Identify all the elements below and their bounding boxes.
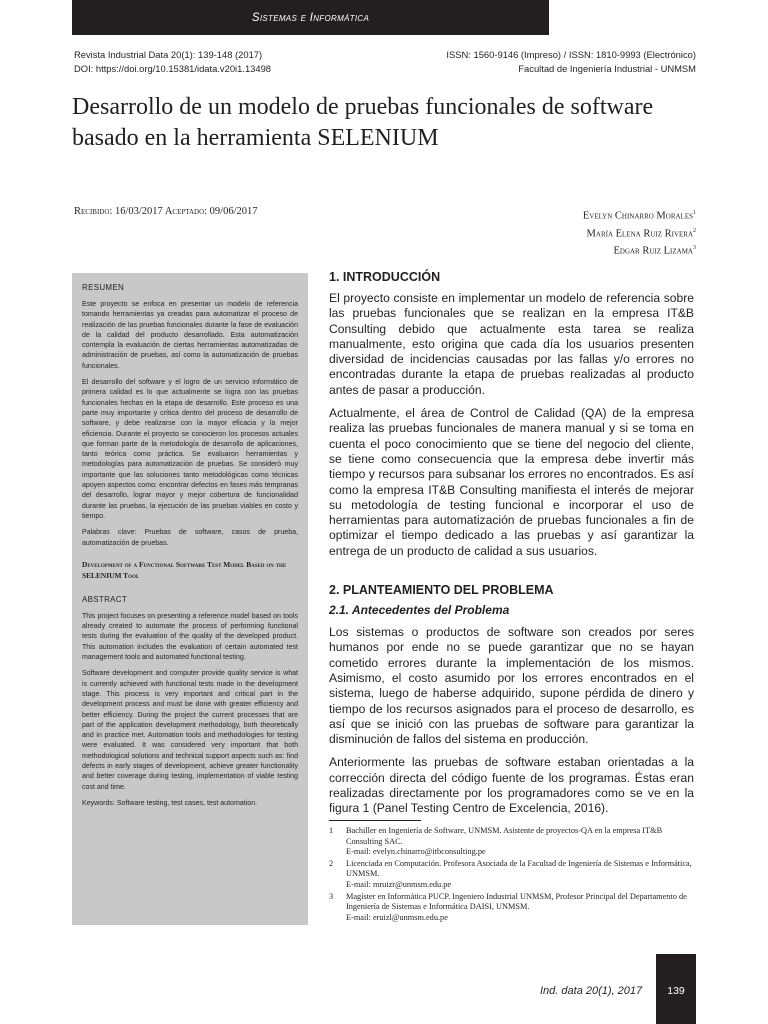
faculty-text: Facultad de Ingeniería Industrial - UNMSM	[518, 63, 696, 74]
footnote-body	[346, 892, 699, 924]
footnote-divider	[329, 820, 421, 821]
keywords-text: Software testing, test cases, test automation.	[116, 799, 258, 807]
footnotes	[329, 826, 699, 924]
accepted-date: 09/06/2017	[209, 206, 258, 217]
author-affiliation-mark: 1	[693, 210, 696, 216]
abstract-paragraph-1: This project focuses on presenting a reference model based on tools already created to automate the process of performing functional tests during the evaluation of the quality of the developed product. This automation includes the evaluation of certain automated test management tools and automated functional testing.	[82, 612, 298, 662]
page-number-tab	[656, 954, 696, 1024]
author-name: Evelyn Chinarro Morales	[582, 210, 693, 222]
keywords-text: Pruebas de software, casos de prueba, automatización de pruebas.	[82, 529, 298, 547]
footnote-number: 1	[329, 826, 334, 835]
footnote-number: 2	[329, 858, 334, 868]
issn-info	[446, 48, 696, 76]
received-label: Recibido:	[74, 206, 115, 217]
footnote-number: 3	[329, 891, 334, 901]
abstract-heading: ABSTRACT	[82, 594, 128, 604]
author-affiliation-mark: 3	[693, 245, 696, 251]
page-number: 139	[667, 985, 685, 997]
submission-dates	[74, 206, 258, 217]
section-label: Sistemas e Informática	[251, 11, 370, 24]
journal-reference: Revista Industrial Data 20(1): 139-148 (2017)	[74, 49, 263, 60]
abstract-box	[72, 273, 308, 925]
footnote-text: Magíster en Informática PUCP. Ingeniero Industrial UNMSM, Profesor Principal del Departamento de Ingeniería de Sistemas e Informática DAISI, UNMSM.	[346, 891, 687, 912]
footnote-body	[346, 859, 699, 891]
issn-text: ISSN: 1560-9146 (Impreso) / ISSN: 1810-9993 (Electrónico)	[446, 49, 696, 60]
section-1-paragraph-2: Actualmente, el área de Control de Calidad (QA) de la empresa realiza las pruebas funcionales de manera manual y si se toma en cuenta el poco conocimiento que se tiene del negocio del cliente, se tiene como consecuencia que la empresa debe invertir más tiempo y recursos para subsanar los errores no encontrados. Es así como la empresa IT&B Consulting manifiesta el interés de mejorar su metodología de testing funcional e incorporar el uso de herramientas para automatización de pruebas funcionales a fin de optimizar el tiempo dedicado a las pruebas y así garantizar la entrega de un producto de calidad a sus usuarios.	[329, 406, 694, 558]
author-name: Edgar Ruiz Lizama	[613, 245, 693, 257]
footnote	[329, 826, 699, 858]
footnote	[329, 859, 699, 891]
english-title: Development of a Functional Software Test Model Based on the SELENIUM Tool	[82, 559, 287, 580]
received-date: 16/03/2017	[114, 206, 163, 217]
abstract-paragraph-2: Software development and computer provide quality service is what is currently achieved with functional tests made in the development stage. This process is very important and critical part in the development process and must be done with greater efficiency and better efficiency. During the project the current processes that are part of the application development methodology, both theoretically and in practice met. Automation tools and methodologies for testing were evaluated. It was considered very important that both methodological solutions and technical support aspects such as: find defects in early stages of development, achieve greater functionality and better coverage during testing, implementation of viable testing cost and time.	[82, 670, 298, 791]
section-2-1-heading: 2.1. Antecedentes del Problema	[329, 603, 510, 618]
keywords-label: Keywords:	[82, 799, 117, 807]
doi-link[interactable]: DOI: https://doi.org/10.15381/idata.v20i1.13498	[74, 63, 272, 74]
section-1-heading: 1. INTRODUCCIÓN	[329, 270, 441, 284]
footnote-body	[346, 826, 699, 858]
section-2-paragraph-2: Anteriormente las pruebas de software estaban orientadas a la corrección directa del código fuente de los programas. Éstas eran realizadas directamente por los programadores como se ve en la figura 1 (Panel Testing Centro de Excelencia, 2016).	[329, 755, 694, 816]
section-2-heading: 2. PLANTEAMIENTO DEL PROBLEMA	[329, 583, 554, 598]
author-list	[583, 206, 696, 259]
footnote-text: Bachiller en Ingeniería de Software, UNMSM. Asistente de proyectos-QA en la empresa IT&B Consulting SAC.	[346, 826, 663, 846]
footnote	[329, 892, 699, 924]
resumen-paragraph-1: Este proyecto se enfoca en presentar un modelo de referencia tomando herramientas ya creadas para automatizar el proceso de realización de las pruebas funcionales durante la fase de evaluación de la calidad del producto desarrollado. Esta automatización contempla la evaluación de ciertas herramientas automatizadas de administración de pruebas, así como la automatización de pruebas funcionales.	[82, 301, 298, 370]
author-affiliation-mark: 2	[693, 227, 696, 234]
author-3	[583, 241, 696, 259]
title-line-2: basado en la herramienta SELENIUM	[72, 125, 439, 151]
keywords-label: Palabras clave:	[82, 529, 145, 537]
section-2-paragraph-1: Los sistemas o productos de software son creados por seres humanos por ende no se puede garantizar que no se hayan cometido errores durante la implementación de los mismos. Asimismo, el costo asumido por los errores encontrados en el sistema, luego de haberse adquirido, supone pérdida de dinero y tiempo de los recursos asignados para el proceso de desarrollo, es así que se inició con las pruebas de software para garantizar la disminución de fallos del sistema en producción.	[329, 625, 694, 747]
author-2	[583, 224, 696, 242]
author-name: María Elena Ruiz Rivera	[586, 228, 693, 239]
footnote-email[interactable]: E-mail: eruizl@unmsm.edu.pe	[346, 912, 448, 922]
section-1-paragraph-1: El proyecto consiste en implementar un modelo de referencia sobre las pruebas funcionales que se realizan en la empresa IT&B Consulting debido que actualmente esta tarea se realiza manualmente, esto origina que cada día los usuarios presenten diversidad de incidencias causadas por las fallas y/o errores no encontradas durante la etapa de pruebas realizadas al producto antes de pasar a producción.	[329, 291, 694, 397]
footnote-email[interactable]: E-mail: mruizr@unmsm.edu.pe	[346, 879, 452, 889]
accepted-label: Aceptado:	[164, 206, 210, 217]
resumen-paragraph-2: El desarrollo del software y el logro de un servicio informático de primera calidad es lo que actualmente se logra con las pruebas funcionales hechas en la etapa de desarrollo. Este proceso es una parte muy importante y crítica dentro del proceso de desarrollo de software, y debe realizarse con la mayor eficacia y la mejor eficiencia. Durante el proyecto se conocieron los procesos actuales que forman parte de la metodología de desarrollo de aplicaciones, tanto teórica como práctica. Se evaluaron herramientas y metodologías para automatización de pruebas. Se consideró muy importante que las soluciones tanto metodológicas como técnicas apoyen aspectos como: encontrar defectos en fases más tempranas del desarrollo, lograr mayor y mejor cobertura de funcionalidad durante las pruebas, la ejecución de las pruebas viables en costo y tiempo.	[82, 379, 298, 520]
paper-title	[72, 92, 712, 154]
abstract-keywords	[82, 799, 298, 809]
main-column	[329, 270, 694, 817]
resumen-keywords	[82, 528, 298, 549]
footer-journal-name: Ind. data 20(1), 2017	[540, 985, 643, 997]
author-1	[583, 206, 696, 224]
footnote-email[interactable]: E-mail: evelyn.chinarro@itbconsulting.pe	[346, 847, 486, 857]
title-line-1: Desarrollo de un modelo de pruebas funcionales de software	[72, 94, 654, 120]
section-banner	[72, 0, 549, 35]
resumen-heading: RESUMEN	[82, 283, 125, 292]
footnote-text: Licenciada en Computación. Profesora Asociada de la Facultad de Ingeniería de Sistemas e Informática, UNMSM.	[346, 858, 692, 879]
journal-info	[74, 48, 271, 76]
